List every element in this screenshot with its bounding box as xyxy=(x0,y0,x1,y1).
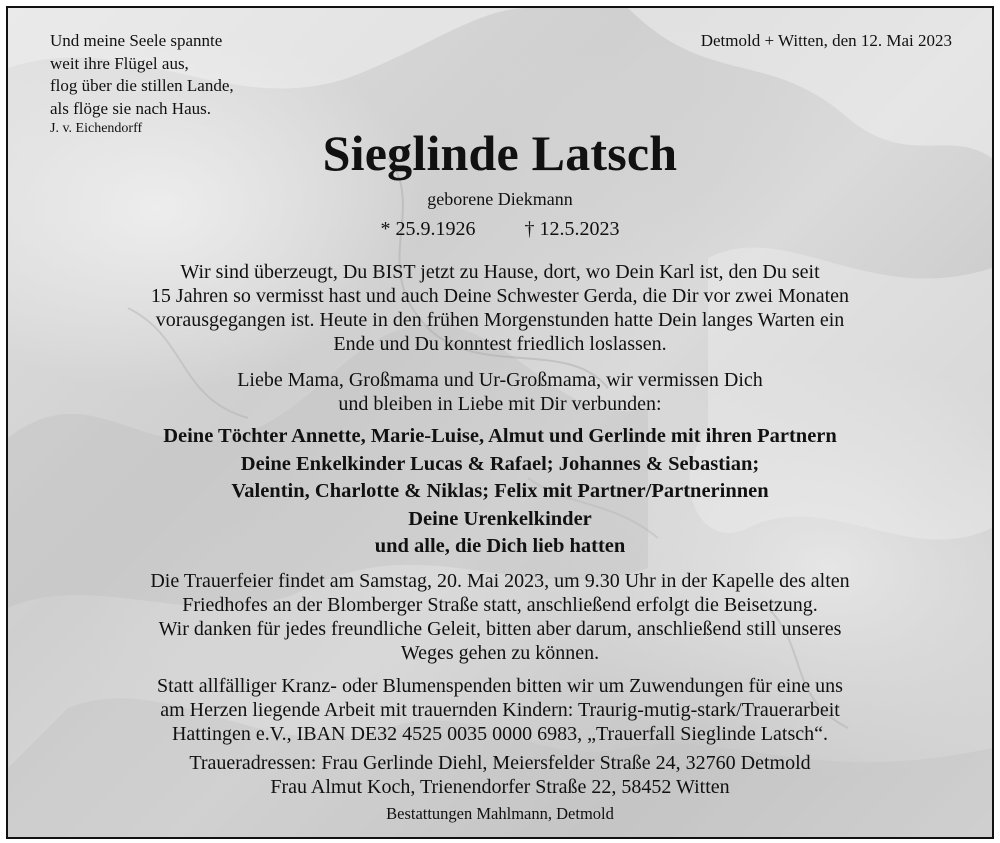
message-paragraph xyxy=(28,260,972,356)
message-line: Wir sind überzeugt, Du BIST jetzt zu Hause, dort, wo Dein Karl ist, den Du seit xyxy=(180,261,820,283)
address-line: Traueradressen: Frau Gerlinde Diehl, Meiersfelder Straße 24, 32760 Detmold xyxy=(189,752,811,774)
obituary-card xyxy=(6,6,994,839)
poem-line: Und meine Seele spannte xyxy=(50,31,223,50)
donation-line: am Herzen liegende Arbeit mit trauernden Kindern: Traurig-mutig-stark/Trauerarbeit xyxy=(160,699,840,721)
addresses-paragraph xyxy=(28,751,972,799)
poem-line: flog über die stillen Lande, xyxy=(50,76,234,95)
ceremony-paragraph xyxy=(28,569,972,665)
dateline: Detmold + Witten, den 12. Mai 2023 xyxy=(700,31,952,50)
donation-line: Statt allfälliger Kranz- oder Blumenspenden bitten wir um Zuwendungen für eine uns xyxy=(157,675,843,697)
life-dates xyxy=(8,216,992,242)
donation-paragraph xyxy=(28,674,972,746)
family-line: Deine Urenkelkinder xyxy=(408,507,592,530)
ceremony-line: Friedhofes an der Blomberger Straße statt, anschließend erfolgt die Beisetzung. xyxy=(182,594,818,616)
poem-line: als flöge sie nach Haus. xyxy=(50,98,211,118)
family-line: Valentin, Charlotte & Niklas; Felix mit Partner/Partnerinnen xyxy=(231,480,769,502)
family-line: Deine Töchter Annette, Marie-Luise, Almut und Gerlinde mit ihren Partnern xyxy=(163,425,837,447)
family-line: Deine Enkelkinder Lucas & Rafael; Johannes & Sebastian; xyxy=(240,452,760,475)
message-line: vorausgegangen ist. Heute in den frühen Morgenstunden hatte Dein langes Warten ein xyxy=(155,309,845,331)
farewell-line: Liebe Mama, Großmama und Ur-Großmama, wir vermissen Dich xyxy=(237,369,763,391)
farewell-paragraph xyxy=(28,368,972,416)
birth-name: geborene Diekmann xyxy=(427,189,573,209)
death-date: † 12.5.2023 xyxy=(524,218,620,240)
poem-line: weit ihre Flügel aus, xyxy=(50,53,189,73)
ceremony-line: Weges gehen zu können. xyxy=(400,642,600,664)
family-line: und alle, die Dich lieb hatten xyxy=(374,535,626,557)
donation-line: Hattingen e.V., IBAN DE32 4525 0035 0000 6983, „Trauerfall Sieglinde Latsch“. xyxy=(171,723,828,745)
poem-author: J. v. Eichendorff xyxy=(50,121,143,136)
ceremony-line: Die Trauerfeier findet am Samstag, 20. Mai 2023, um 9.30 Uhr in der Kapelle des alten xyxy=(150,570,850,592)
message-line: 15 Jahren so vermisst hast und auch Deine Schwester Gerda, die Dir vor zwei Monaten xyxy=(150,285,850,307)
farewell-line: und bleiben in Liebe mit Dir verbunden: xyxy=(338,393,662,415)
family-list xyxy=(28,423,972,561)
birth-date: * 25.9.1926 xyxy=(380,218,476,240)
deceased-name: Sieglinde Latsch xyxy=(322,125,678,181)
message-line: Ende und Du konntest friedlich loslassen. xyxy=(333,333,667,355)
ceremony-line: Wir danken für jedes freundliche Geleit, bitten aber darum, anschließend still unseres xyxy=(158,618,842,640)
undertaker: Bestattungen Mahlmann, Detmold xyxy=(386,804,614,823)
address-line: Frau Almut Koch, Trienendorfer Straße 22, 58452 Witten xyxy=(270,776,730,798)
